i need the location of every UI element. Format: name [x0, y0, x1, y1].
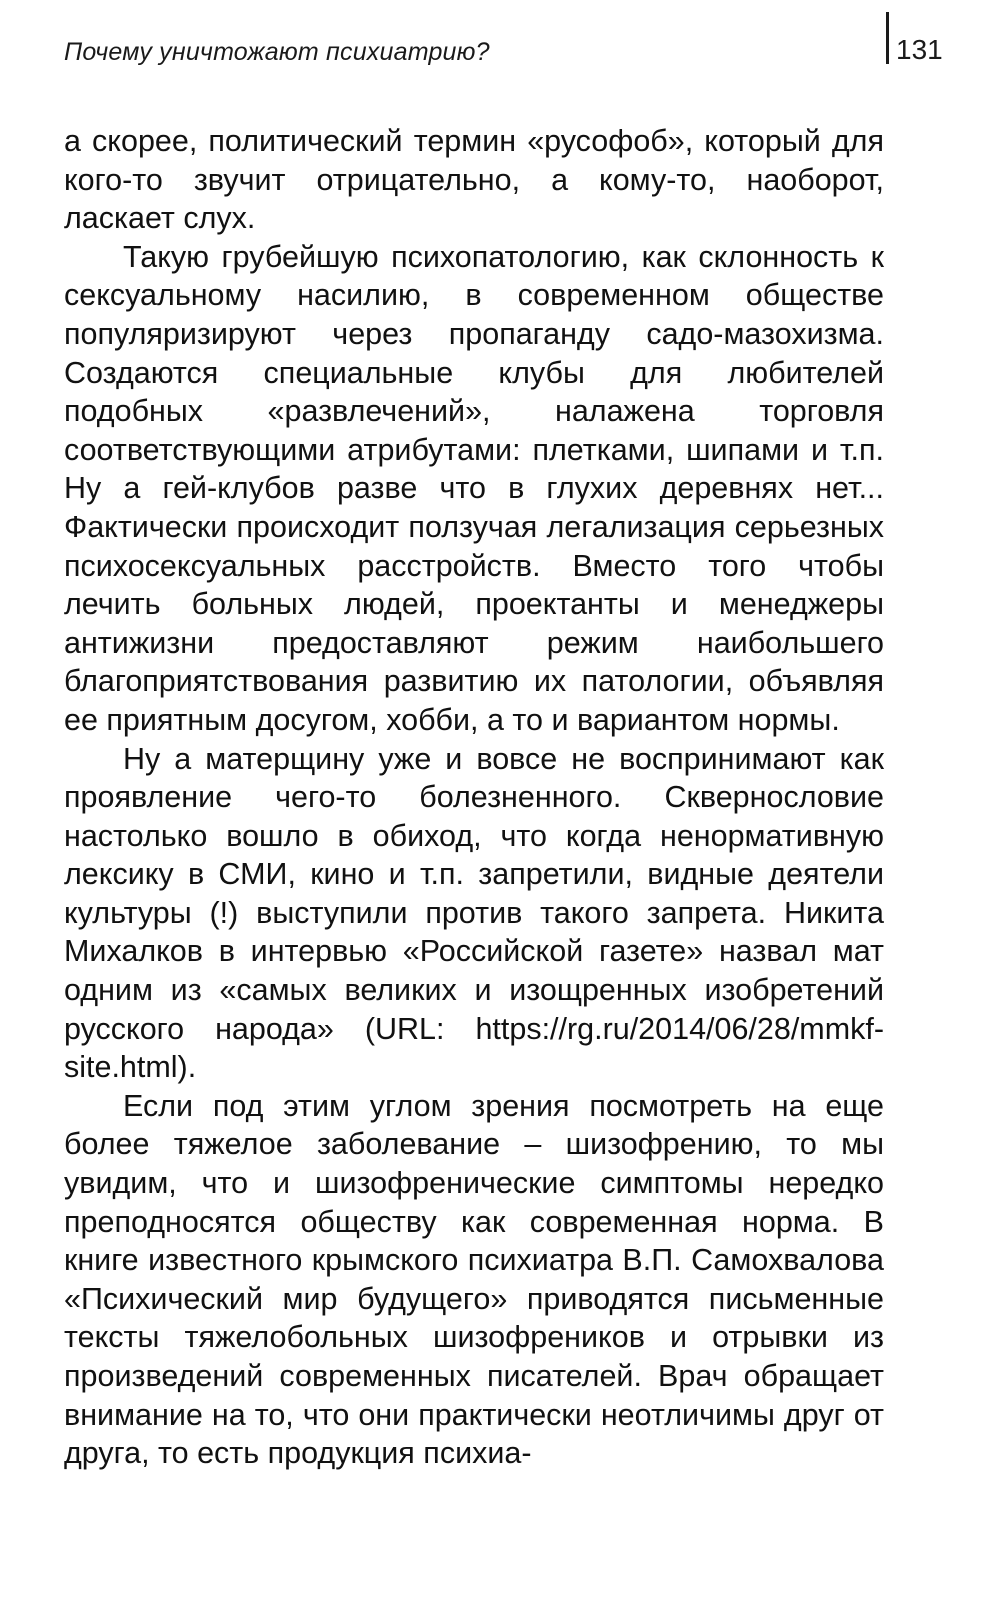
paragraph-profanity: Ну а матерщину уже и вовсе не воспринимают как проявление чего-то болезненного. Сквернословие настолько вошло в обиход, что когда ненормативную лексику в СМИ, кино и т.п. запретили, видные деятели культуры (!) выступили против такого запрета. Никита Михалков в интервью «Российской газете» назвал мат одним из «самых великих и изощренных изобретений русского народа» (URL: https://rg.ru/2014/06/28/mmkf-site.html). [64, 741, 884, 1085]
header-rule [886, 12, 889, 64]
paragraph-continuation: а скорее, политический термин «русофоб», который для кого-то звучит отрицательно, а кому-то, наоборот, ласкает слух. [64, 124, 884, 236]
running-head: Почему уничтожают психиатрию? [64, 38, 490, 66]
paragraph-psychopathology: Такую грубейшую психопатологию, как склонность к сексуальному насилию, в современном обществе популяризируют через пропаганду садо-мазохизма. Создаются специальные клубы для любителей подобных «развлечений», налажена торговля соответствующими атрибутами: плетками, шипами и т.п. Ну а гей-клубов разве что в глухих деревнях нет... Фактически происходит ползучая легализация серьезных психосексуальных расстройств. Вместо того чтобы лечить больных людей, проектанты и менеджеры антижизни предоставляют режим наибольшего благоприятствования развитию их патологии, объявляя ее приятным досугом, хобби, а то и вариантом нормы. [64, 239, 884, 737]
body-text [64, 122, 884, 1473]
paragraph-schizophrenia: Если под этим углом зрения посмотреть на еще более тяжелое заболевание – шизофрению, то мы увидим, что и шизофренические симптомы нередко преподносятся обществу как современная норма. В книге известного крымского психиатра В.П. Самохвалова «Психический мир будущего» приводятся письменные тексты тяжелобольных шизофреников и отрывки из произведений современных писателей. Врач обращает внимание на то, что они практически неотличимы друг от друга, то есть продукция психиа- [64, 1088, 884, 1471]
page-number: 131 [896, 34, 943, 65]
